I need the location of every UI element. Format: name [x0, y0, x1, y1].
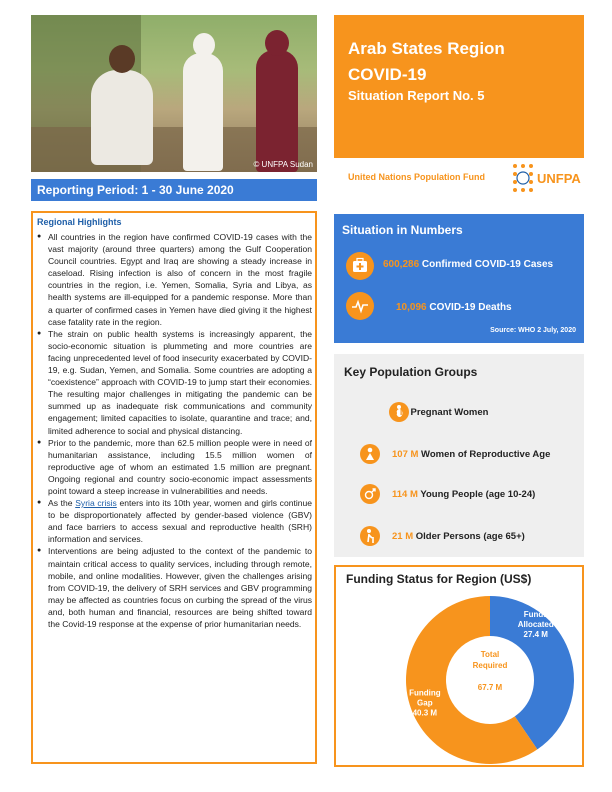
covid-title: COVID-19 [348, 65, 427, 84]
confirmed-cases: 600,286 Confirmed COVID-19 Cases [383, 259, 554, 270]
total-value: 67.7 M [477, 683, 503, 692]
highlight-item: ● Interventions are being adjusted to the context of the pandemic to maintain critical access to quality services, including through remote, mobile, and online modalities. However, given the challenges arising from COVID-19, the delivery of SRH services and GBV programming may be affected as countries focus on curbing the spread of the virus and, both human and financial, resources are being shifted toward the Covid-19 response at the expense of prior humanitarian needs. [36, 545, 312, 630]
covid-deaths: 10,096 COVID-19 Deaths [396, 302, 512, 313]
donut-slice-label: Funding Gap 40.3 M [409, 688, 441, 718]
donut-slice-label: Funds Allocated 27.4 M [517, 610, 554, 640]
health-worker-figure [256, 50, 298, 172]
photo-credit: © UNFPA Sudan [253, 160, 313, 169]
highlights-box [31, 211, 317, 764]
standing-man-figure [183, 53, 223, 171]
region-title: Arab States Region [348, 39, 505, 58]
unfpa-logo [510, 162, 584, 194]
reporting-period: Reporting Period: 1 - 30 June 2020 [31, 179, 317, 201]
funding-panel [334, 565, 584, 767]
seated-man-figure [91, 70, 153, 165]
situation-title: Situation in Numbers [342, 223, 463, 237]
highlight-item: ● All countries in the region have confirmed COVID-19 cases with the vast majority (around three quarters) among the Gulf Cooperation Council countries. Egypt and Iraq are showing a steady increase in caseload. Rising infection is also of concern in the most fragile countries in the region, i.e. Yemen, Somalia, Syria and Libya, as health systems are ill-equipped for a pandemic response. More than a quarter of confirmed cases in Yemen have died giving it the highest case fatality rate in the region. [36, 231, 312, 328]
key-population-panel [334, 354, 584, 557]
heartbeat-icon [346, 292, 374, 320]
first-aid-kit-icon [346, 252, 374, 280]
svg-text:UNFPA: UNFPA [537, 171, 581, 186]
elderly-icon [360, 526, 380, 546]
agency-name: United Nations Population Fund [348, 172, 485, 182]
population-group: 21 M Older Persons (age 65+) [392, 531, 525, 542]
funding-donut-chart [404, 594, 576, 766]
women-icon [360, 444, 380, 464]
highlights-heading: Regional Highlights [37, 217, 122, 227]
highlight-item: ● The strain on public health systems is increasingly apparent, the socio-economic situation is plummeting and more countries are facing unprecedented level of food insecurity exacerbated by COVID-19, e.g. Sudan, Yemen, and Somalia. Some countries are adopting a “coexistence” approach with COVID-19 to jump start their economies. The resulting major challenges in mitigating the pandemic can be summed up as inadequate risk communications and community engagement; limited capacities to isolate, quarantine and trace; and, limited adherence to social and physical distancing. [36, 328, 312, 437]
highlight-item: ● Prior to the pandemic, more than 62.5 million people were in need of humanitarian assistance, including 15.5 million women of reproductive age of whom an estimated 1.5 million are pregnant. Ongoing regional and country socio-economic impact assessments point toward a steep increase in vulnerabilities and needs. [36, 437, 312, 497]
report-header [334, 15, 584, 158]
highlights-list [36, 231, 312, 630]
population-group: 107 M Women of Reproductive Age [392, 449, 551, 460]
population-title: Key Population Groups [344, 365, 478, 379]
syria-crisis-link[interactable]: Syria crisis [75, 498, 117, 509]
gender-icon [360, 484, 380, 504]
population-group: 114 M Young People (age 10-24) [392, 489, 536, 500]
report-number: Situation Report No. 5 [348, 88, 485, 103]
data-source: Source: WHO 2 July, 2020 [490, 327, 576, 334]
total-label: Total Required [472, 650, 508, 670]
population-group: 8 M Pregnant Women [392, 407, 489, 418]
situation-panel [334, 214, 584, 343]
cover-photo [31, 15, 317, 172]
funding-title: Funding Status for Region (US$) [346, 572, 532, 586]
highlight-item: ● As the Syria crisis enters into its 10th year, women and girls continue to be disproportionately affected by gender-based violence (GBV) and face barriers to access sexual and reproductive health (SRH) information and services. [36, 497, 312, 545]
